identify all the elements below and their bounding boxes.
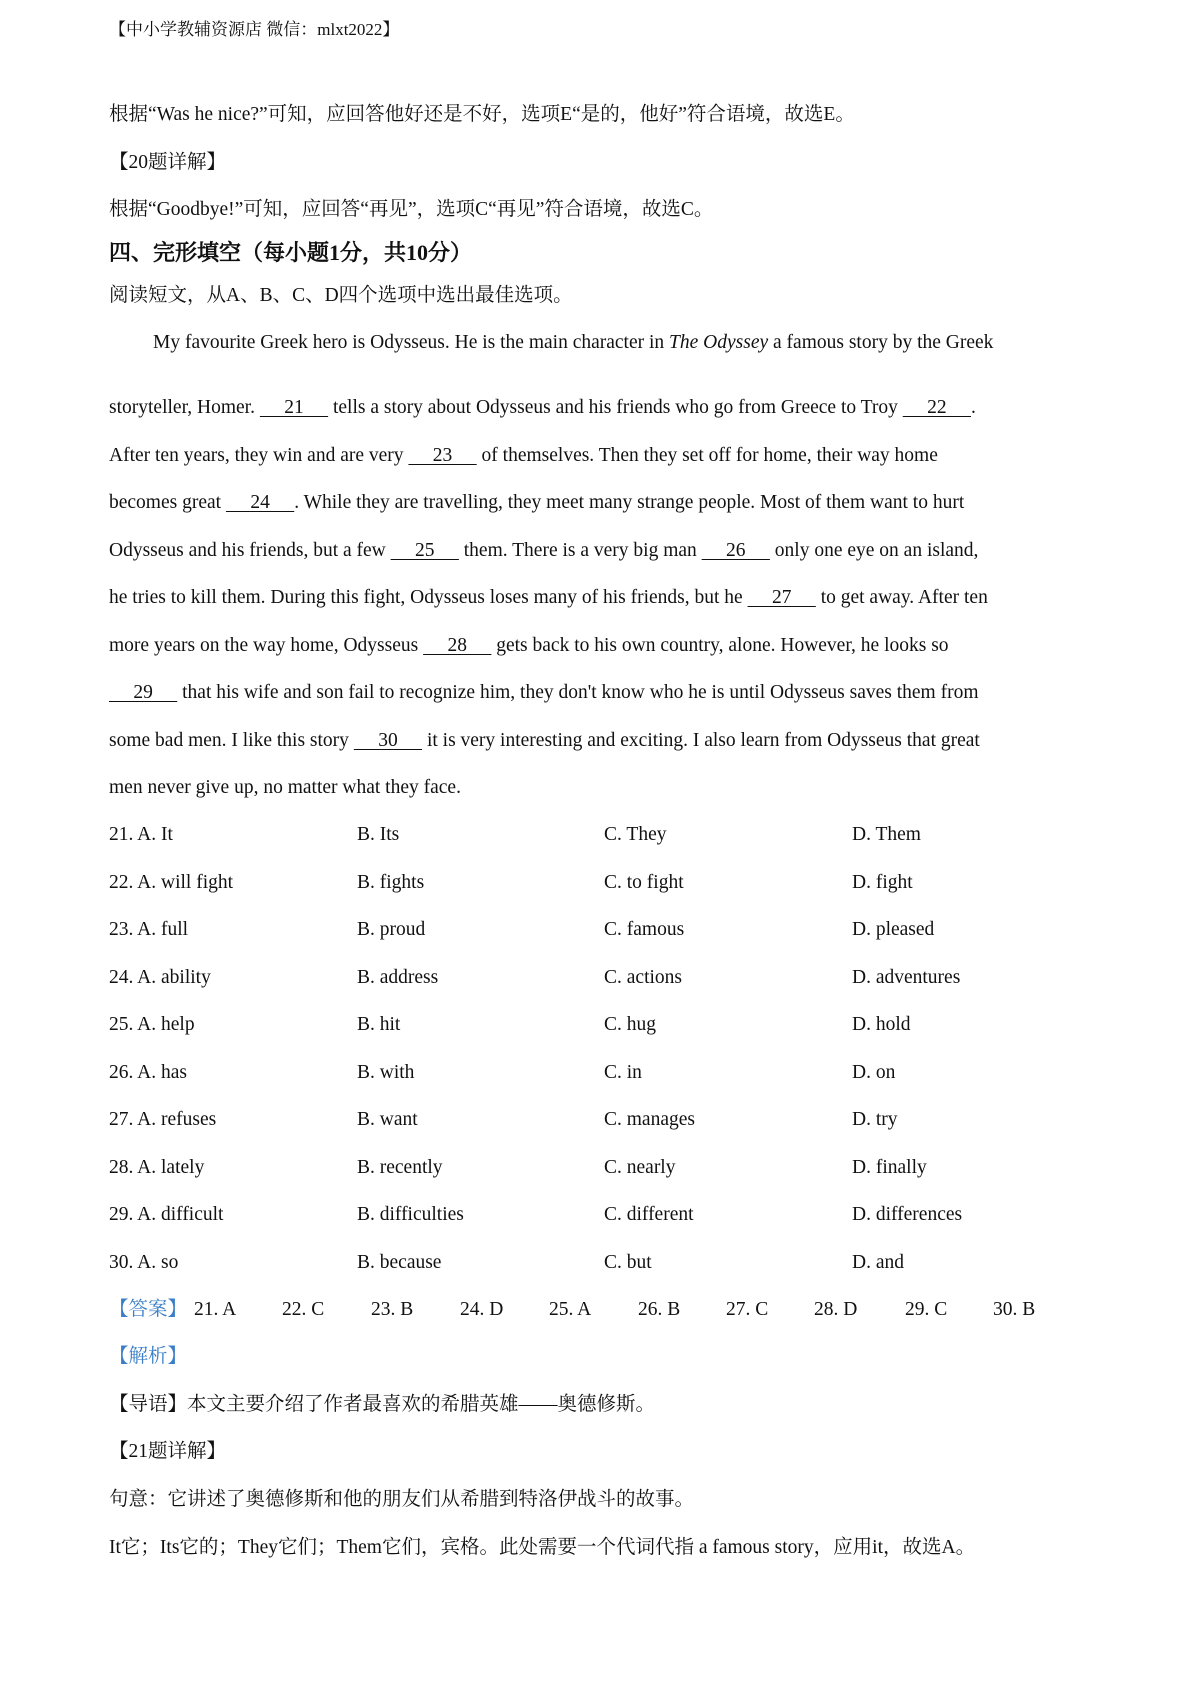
option-25-A: 25. A. help [109,1014,195,1035]
option-24-B: B. address [357,966,439,988]
blank-26: 26 [701,540,770,561]
q21-title: 【21题详解】 [109,1441,227,1462]
answer-item: 30. B [993,1299,1036,1320]
option-24-D: D. adventures [852,966,961,988]
option-27-D: D. try [852,1109,898,1130]
passage-text: . While they are travelling, they meet many strange people. Most of them want to hurt [294,492,965,513]
watermark-header: 【中小学教辅资源店 微信：mlxt2022】 [109,20,400,39]
option-21-A: 21. A. It [109,824,173,845]
passage-text: that his wife and son fail to recognize him, they don't know who he is until Odysseus saves them from [177,682,979,703]
passage-text: to get away. After ten [815,587,988,608]
section-title: 四、完形填空（每小题1分，共10分） [109,240,473,265]
passage-text: gets back to his own country, alone. However, he looks so [491,635,949,656]
option-22-A: 22. A. will fight [109,871,234,893]
option-27-C: C. manages [604,1109,695,1130]
option-22-C: C. to fight [604,871,684,893]
option-28-C: C. nearly [604,1156,676,1178]
option-24-A: 24. A. ability [109,966,211,988]
passage-text: only one eye on an island, [769,540,979,561]
answer-item: 26. B [638,1299,681,1320]
answer-item: 22. C [282,1299,325,1320]
passage-text: tells a story about Odysseus and his friends who go from Greece to Troy [328,397,903,418]
passage-text: of themselves. Then they set off for home, their way home [476,445,938,466]
passage-text: storyteller, Homer. [109,397,260,418]
passage-line [109,681,979,705]
answer-item: 23. B [371,1299,414,1320]
passage-line [109,444,938,468]
option-26-B: B. with [357,1061,415,1083]
passage-text: men never give up, no matter what they face. [109,777,461,798]
passage-line [109,776,461,800]
option-29-C: C. different [604,1204,694,1225]
option-21-C: C. They [604,824,667,845]
option-27-B: B. want [357,1109,418,1130]
blank-25: 25 [390,540,459,561]
option-26-A: 26. A. has [109,1061,187,1083]
passage-text: . [971,397,976,418]
passage-text: My favourite Greek hero is Odysseus. He is the main character in [153,332,670,353]
blank-24: 24 [225,492,295,513]
blank-21: 21 [259,397,329,418]
option-28-D: D. finally [852,1156,927,1178]
option-23-A: 23. A. full [109,919,189,940]
option-23-D: D. pleased [852,919,935,940]
option-21-D: D. Them [852,824,921,845]
q19-explanation: 根据“Was he nice?”可知，应回答他好还是不好，选项E“是的，他好”符合语境，故选E。 [109,104,855,125]
passage-text: some bad men. I like this story [109,730,354,751]
option-23-C: C. famous [604,919,685,940]
option-30-C: C. but [604,1251,652,1273]
option-29-D: D. differences [852,1204,963,1225]
passage-line [109,729,980,753]
answer-item: 29. C [905,1299,948,1320]
passage-text: becomes great [109,492,226,513]
option-26-D: D. on [852,1061,896,1083]
blank-27: 27 [747,587,816,608]
blank-30: 30 [353,730,423,751]
passage-text: After ten years, they win and are very [109,445,409,466]
blank-28: 28 [423,635,492,656]
option-28-B: B. recently [357,1156,443,1178]
passage-text: them. There is a very big man [458,540,702,561]
option-25-B: B. hit [357,1014,401,1035]
blank-23: 23 [408,445,477,466]
option-30-B: B. because [357,1251,442,1273]
answer-item: 28. D [814,1299,858,1320]
passage-line [109,586,988,610]
answer-label: 【答案】 [109,1299,188,1320]
option-24-C: C. actions [604,966,682,988]
passage-text: Odysseus and his friends, but a few [109,540,391,561]
answer-item: 25. A [549,1299,592,1320]
option-22-D: D. fight [852,871,913,893]
section-instruction: 阅读短文，从A、B、C、D四个选项中选出最佳选项。 [109,285,573,306]
passage-line [109,634,949,658]
option-30-D: D. and [852,1251,904,1273]
analysis-intro: 【导语】本文主要介绍了作者最喜欢的希腊英雄——奥德修斯。 [109,1394,656,1415]
option-23-B: B. proud [357,919,426,940]
blank-22: 22 [902,397,971,418]
passage-line [109,396,976,420]
answer-item: 27. C [726,1299,769,1320]
q21-explanation: It它；Its它的；They它们；Them它们，宾格。此处需要一个代词代指 a famous story，应用it，故选A。 [109,1537,976,1558]
option-30-A: 30. A. so [109,1251,179,1273]
passage-line [109,539,978,563]
passage-text: more years on the way home, Odysseus [109,635,424,656]
q20-title: 【20题详解】 [109,152,227,173]
q20-explanation: 根据“Goodbye!”可知，应回答“再见”，选项C“再见”符合语境，故选C。 [109,199,714,220]
passage-text: a famous story by the Greek [768,332,994,353]
passage-line [109,491,964,515]
option-29-A: 29. A. difficult [109,1204,224,1225]
passage-line [153,331,993,355]
option-27-A: 27. A. refuses [109,1109,217,1130]
blank-29: 29 [109,682,178,703]
option-22-B: B. fights [357,871,425,893]
answer-item: 24. D [460,1299,504,1320]
option-25-D: D. hold [852,1014,911,1035]
passage-text: he tries to kill them. During this fight, Odysseus loses many of his friends, but he [109,587,748,608]
option-21-B: B. Its [357,824,400,845]
option-28-A: 28. A. lately [109,1156,205,1178]
passage-text: it is very interesting and exciting. I also learn from Odysseus that great [422,730,980,751]
analysis-label: 【解析】 [109,1346,188,1367]
option-25-C: C. hug [604,1014,657,1035]
q21-meaning: 句意：它讲述了奥德修斯和他的朋友们从希腊到特洛伊战斗的故事。 [109,1489,695,1510]
option-29-B: B. difficulties [357,1204,464,1225]
option-26-C: C. in [604,1061,642,1083]
book-title: The Odyssey [669,332,769,353]
answer-item: 21. A [194,1299,237,1320]
